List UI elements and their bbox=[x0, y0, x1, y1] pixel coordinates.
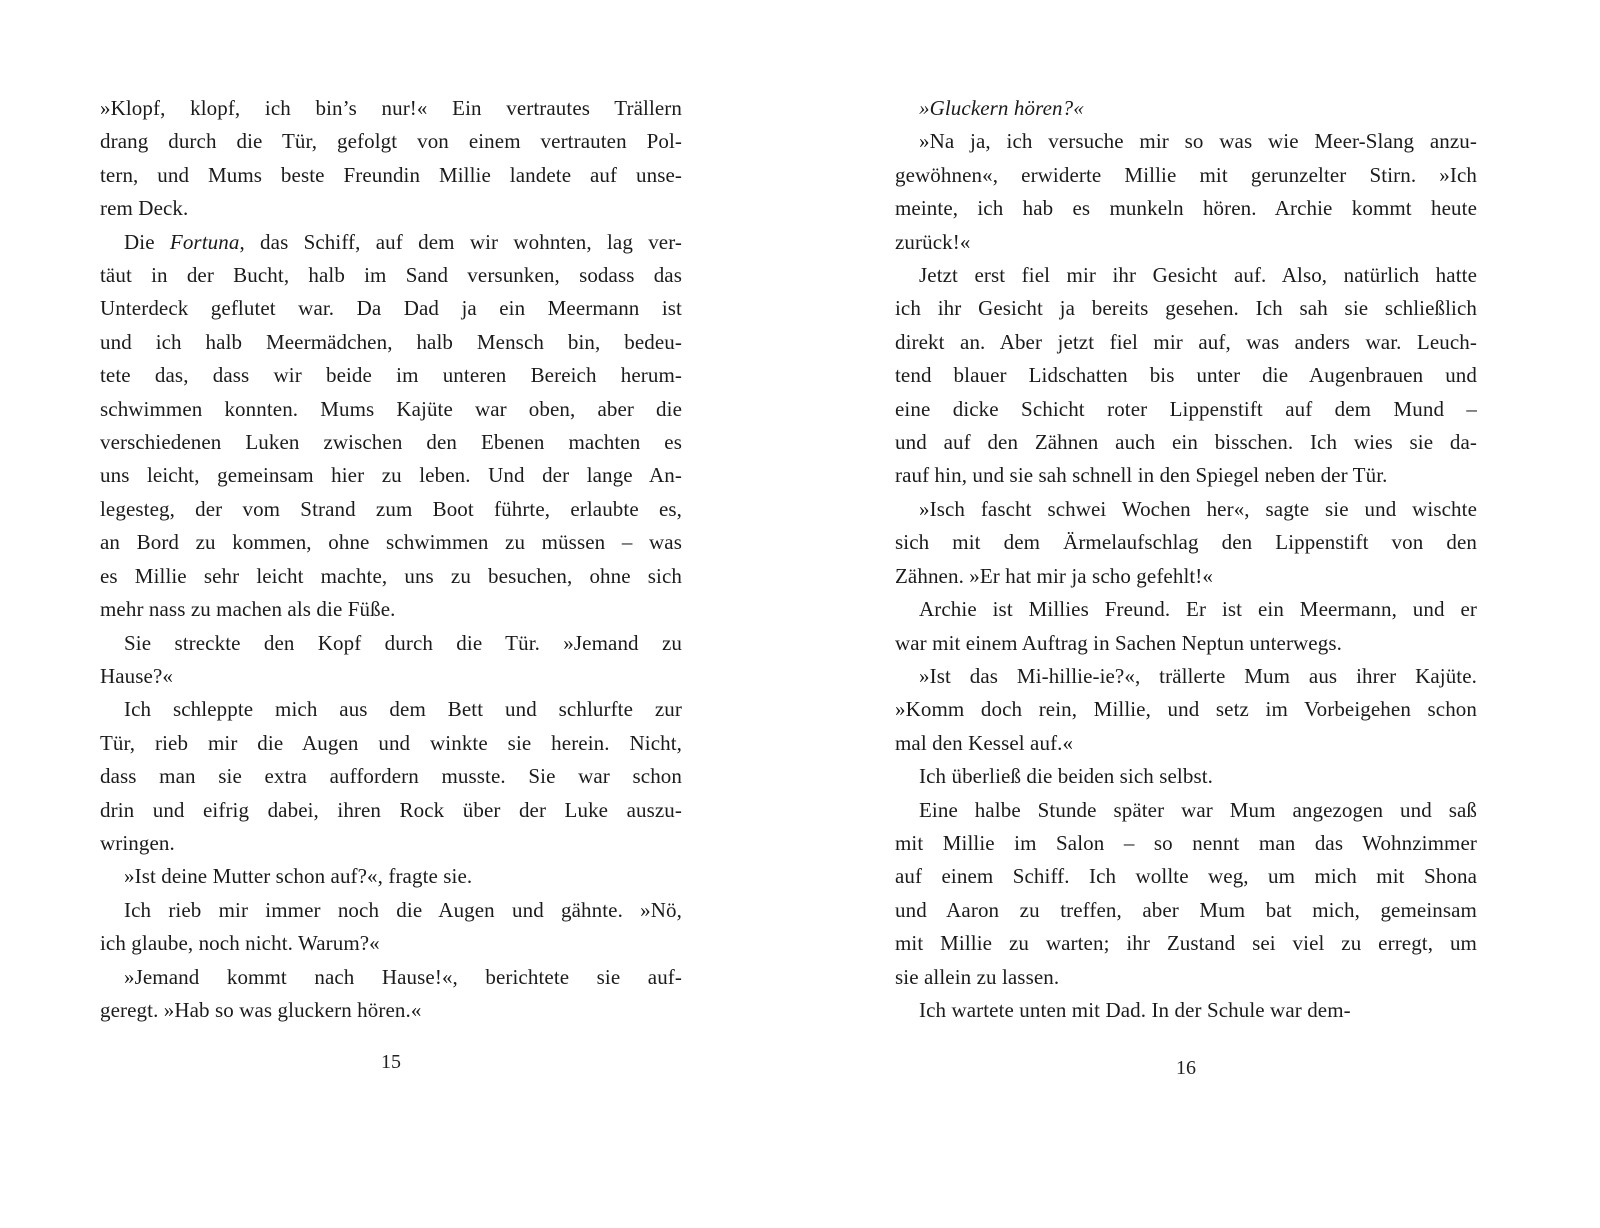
text-line: und Aaron zu treffen, aber Mum bat mich, gemeinsam bbox=[895, 897, 1477, 922]
right-page-text-block bbox=[895, 92, 1477, 1027]
text-line: Ich wartete unten mit Dad. In der Schule war dem- bbox=[919, 997, 1351, 1022]
text-line: Ich überließ die beiden sich selbst. bbox=[919, 764, 1214, 789]
paragraph bbox=[100, 860, 682, 893]
text-line: an Bord zu kommen, ohne schwimmen zu müssen – was bbox=[100, 530, 682, 555]
text-line: verschiedenen Luken zwischen den Ebenen machten es bbox=[100, 430, 682, 455]
text-line: rauf hin, und sie sah schnell in den Spiegel neben der Tür. bbox=[895, 463, 1388, 488]
text-line: Sie streckte den Kopf durch die Tür. »Jemand zu bbox=[124, 630, 682, 655]
text-line: tete das, dass wir beide im unteren Bereich herum- bbox=[100, 363, 682, 388]
text-line: mit Millie im Salon – so nennt man das Wohnzimmer bbox=[895, 830, 1477, 855]
text-line: wringen. bbox=[100, 830, 175, 855]
text-line: und ich halb Meermädchen, halb Mensch bin, bedeu- bbox=[100, 329, 682, 354]
text-line: »Isch fascht schwei Wochen her«, sagte sie und wischte bbox=[919, 496, 1477, 521]
text-line: »Klopf, klopf, ich bin’s nur!« Ein vertrautes Trällern bbox=[100, 96, 682, 120]
text-line: meinte, ich hab es munkeln hören. Archie kommt heute bbox=[895, 196, 1477, 221]
text-line: eine dicke Schicht roter Lippenstift auf dem Mund – bbox=[895, 396, 1477, 421]
text-line: gewöhnen«, erwiderte Millie mit gerunzelter Stirn. »Ich bbox=[895, 162, 1477, 187]
paragraph bbox=[895, 493, 1477, 593]
text-line: war mit einem Auftrag in Sachen Neptun unterwegs. bbox=[895, 630, 1342, 655]
text-line: Archie ist Millies Freund. Er ist ein Meermann, und er bbox=[919, 597, 1477, 622]
text-line: auf einem Schiff. Ich wollte weg, um mich mit Shona bbox=[895, 864, 1477, 889]
left-page-number: 15 bbox=[381, 1051, 401, 1073]
text-line: rem Deck. bbox=[100, 196, 189, 221]
text-line: direkt an. Aber jetzt fiel mir auf, was anders war. Leuch- bbox=[895, 329, 1477, 354]
paragraph bbox=[895, 593, 1477, 660]
text-line: täut in der Bucht, halb im Sand versunken, sodass das bbox=[100, 263, 682, 288]
paragraph bbox=[895, 125, 1477, 259]
text-line: »Ist deine Mutter schon auf?«, fragte sie. bbox=[124, 864, 473, 889]
paragraph bbox=[895, 92, 1477, 125]
text-line: tend blauer Lidschatten bis unter die Augenbrauen und bbox=[895, 363, 1477, 388]
text-line: drang durch die Tür, gefolgt von einem vertrauten Pol- bbox=[100, 129, 682, 154]
paragraph bbox=[100, 226, 682, 627]
text-line: mehr nass zu machen als die Füße. bbox=[100, 597, 396, 622]
text-line: Die Fortuna, das Schiff, auf dem wir wohnten, lag ver- bbox=[124, 229, 682, 254]
paragraph bbox=[100, 961, 682, 1028]
text-line: geregt. »Hab so was gluckern hören.« bbox=[100, 997, 422, 1022]
text-line: ich glaube, noch nicht. Warum?« bbox=[100, 931, 380, 956]
paragraph bbox=[895, 259, 1477, 493]
text-line: uns leicht, gemeinsam hier zu leben. Und der lange An- bbox=[100, 463, 682, 488]
text-line: mit Millie zu warten; ihr Zustand sei viel zu erregt, um bbox=[895, 931, 1477, 956]
text-line: »Jemand kommt nach Hause!«, berichtete sie auf- bbox=[124, 964, 682, 989]
text-line: sie allein zu lassen. bbox=[895, 964, 1060, 989]
text-line: tern, und Mums beste Freundin Millie landete auf unse- bbox=[100, 162, 682, 187]
text-line: zurück!« bbox=[895, 229, 971, 254]
text-line: »Gluckern hören?« bbox=[919, 96, 1084, 120]
text-line: ich ihr Gesicht ja bereits gesehen. Ich sah sie schließlich bbox=[895, 296, 1477, 321]
paragraph bbox=[100, 894, 682, 961]
text-line: Tür, rieb mir die Augen und winkte sie herein. Nicht, bbox=[100, 730, 682, 755]
left-page-text-block bbox=[100, 92, 682, 1027]
paragraph bbox=[895, 760, 1477, 793]
text-line: »Komm doch rein, Millie, und setz im Vorbeigehen schon bbox=[895, 697, 1477, 722]
text-line: Zähnen. »Er hat mir ja scho gefehlt!« bbox=[895, 563, 1214, 588]
text-line: mal den Kessel auf.« bbox=[895, 730, 1074, 755]
text-line: Unterdeck geflutet war. Da Dad ja ein Meermann ist bbox=[100, 296, 682, 321]
text-line: legesteg, der vom Strand zum Boot führte, erlaubte es, bbox=[100, 496, 682, 521]
right-page-number: 16 bbox=[1176, 1057, 1196, 1079]
text-line: »Na ja, ich versuche mir so was wie Meer-Slang anzu- bbox=[919, 129, 1477, 154]
text-line: und auf den Zähnen auch ein bisschen. Ich wies sie da- bbox=[895, 430, 1477, 455]
paragraph bbox=[100, 693, 682, 860]
paragraph bbox=[100, 92, 682, 226]
text-line: sich mit dem Ärmelaufschlag den Lippenstift von den bbox=[895, 530, 1477, 555]
text-line: schwimmen konnten. Mums Kajüte war oben, aber die bbox=[100, 396, 682, 421]
text-line: Jetzt erst fiel mir ihr Gesicht auf. Also, natürlich hatte bbox=[919, 263, 1477, 288]
text-line: drin und eifrig dabei, ihren Rock über der Luke auszu- bbox=[100, 797, 682, 822]
paragraph bbox=[895, 994, 1477, 1027]
text-line: Ich schleppte mich aus dem Bett und schlurfte zur bbox=[124, 697, 682, 722]
text-line: es Millie sehr leicht machte, uns zu besuchen, ohne sich bbox=[100, 563, 682, 588]
text-line: dass man sie extra auffordern musste. Sie war schon bbox=[100, 764, 682, 789]
text-line: »Ist das Mi-hillie-ie?«, trällerte Mum aus ihrer Kajüte. bbox=[919, 663, 1477, 688]
paragraph bbox=[100, 627, 682, 694]
text-line: Eine halbe Stunde später war Mum angezogen und saß bbox=[919, 797, 1477, 822]
text-line: Hause?« bbox=[100, 663, 174, 688]
text-line: Ich rieb mir immer noch die Augen und gähnte. »Nö, bbox=[124, 897, 682, 922]
paragraph bbox=[895, 660, 1477, 760]
paragraph bbox=[895, 794, 1477, 994]
